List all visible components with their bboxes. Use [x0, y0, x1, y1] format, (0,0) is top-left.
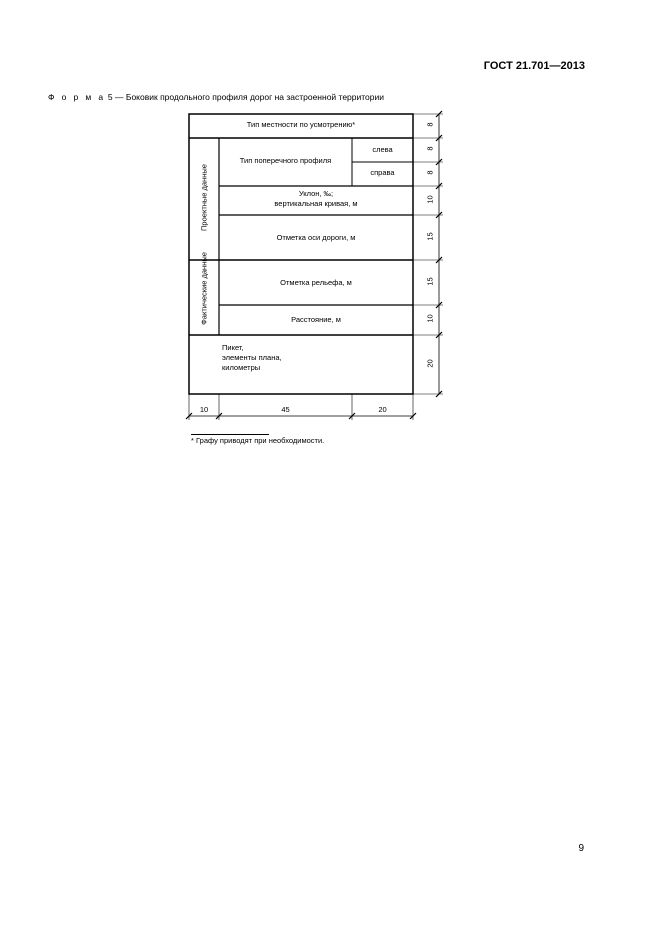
- height-slope: 10: [425, 195, 435, 204]
- slope-label: [219, 189, 413, 209]
- height-axis: 15: [425, 232, 435, 241]
- height-right: 8: [425, 170, 435, 175]
- footnote: * Графу приводят при необходимости.: [191, 436, 325, 445]
- picket-label-line3: километры: [222, 363, 261, 373]
- left-side-label: слева: [372, 145, 393, 154]
- terrain-type-label: Тип местности по усмотрению*: [246, 120, 356, 129]
- picket-label-line1: Пикет,: [222, 343, 244, 352]
- slope-label-line1: Уклон, ‰;: [298, 189, 334, 198]
- height-relief: 15: [425, 277, 435, 286]
- picket-label: [222, 343, 282, 373]
- width-col2: 45: [281, 405, 290, 414]
- slope-label-line2: вертикальная кривая, м: [274, 199, 358, 209]
- axis-mark-label: Отметка оси дороги, м: [276, 233, 356, 242]
- footnote-rule: [191, 434, 269, 435]
- height-distance: 10: [425, 314, 435, 323]
- height-picket: 20: [425, 359, 435, 368]
- page-number: 9: [578, 843, 584, 854]
- project-data-section-label: Проектные данные: [199, 164, 209, 231]
- width-col1: 10: [199, 405, 209, 414]
- cross-profile-label: Тип поперечного профиля: [239, 156, 332, 165]
- actual-data-section-label: Фактические данные: [199, 252, 209, 325]
- picket-label-line2: элементы плана,: [222, 353, 282, 363]
- width-col3: 20: [378, 405, 387, 414]
- distance-label: Расстояние, м: [291, 315, 341, 324]
- form-caption-text: 5 — Боковик продольного профиля дорог на застроенной территории: [107, 92, 385, 102]
- height-terrain: 8: [425, 122, 435, 127]
- standard-number: ГОСТ 21.701—2013: [483, 60, 585, 72]
- height-left: 8: [425, 146, 435, 151]
- form-caption-prefix: Ф о р м а: [48, 92, 106, 102]
- right-side-label: справа: [370, 168, 395, 177]
- relief-mark-label: Отметка рельефа, м: [280, 278, 352, 287]
